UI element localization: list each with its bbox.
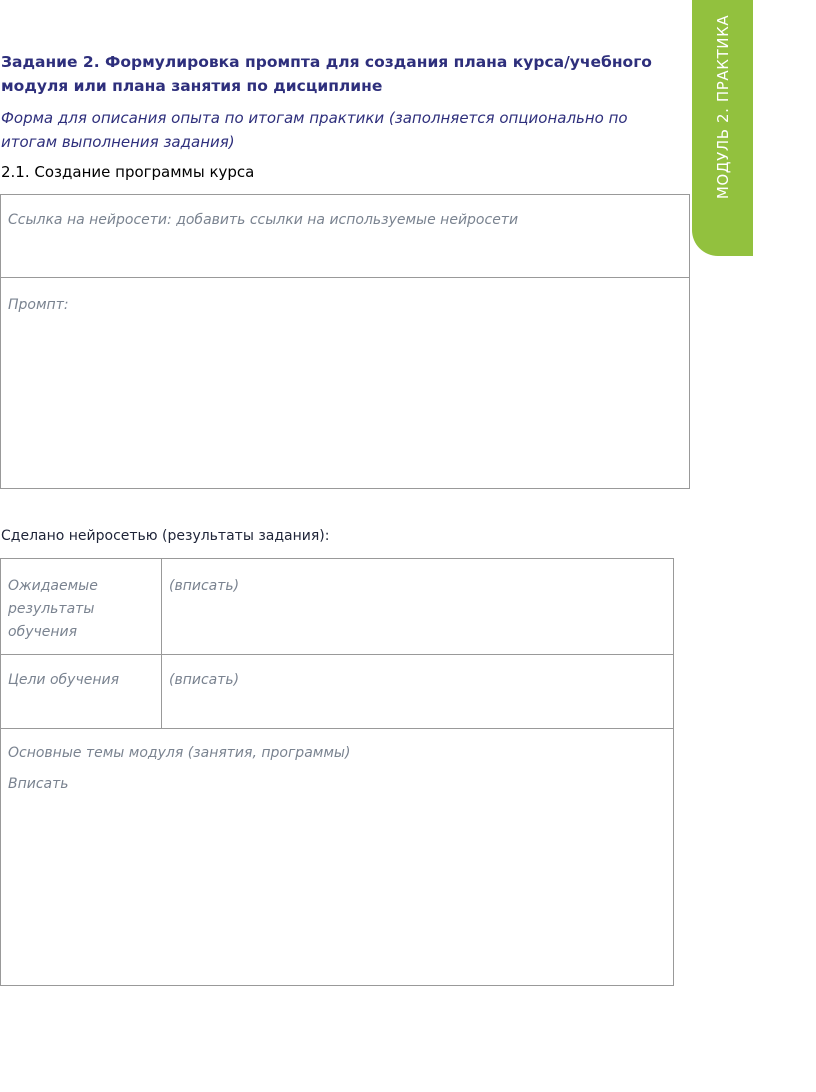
learning-goals-value: (вписать) bbox=[169, 672, 240, 688]
learning-goals-label-cell bbox=[1, 655, 162, 728]
module-topics-heading: Основные темы модуля (занятия, программы) bbox=[8, 745, 351, 761]
expected-outcomes-field[interactable] bbox=[162, 559, 673, 654]
module-side-tab bbox=[692, 0, 753, 256]
results-label: Сделано нейросетью (результаты задания): bbox=[1, 528, 330, 544]
table-row bbox=[1, 655, 673, 729]
ai-links-field[interactable] bbox=[1, 195, 689, 278]
learning-goals-field[interactable] bbox=[162, 655, 673, 728]
task-title: Задание 2. Формулировка промпта для создания плана курса/учебного модуля или плана занятия по дисциплине bbox=[1, 53, 652, 95]
module-side-tab-label: МОДУЛЬ 2. ПРАКТИКА bbox=[713, 14, 732, 200]
expected-outcomes-label: Ожидаемые результаты обучения bbox=[8, 578, 98, 640]
prompt-hint: Промпт: bbox=[8, 297, 69, 313]
expected-outcomes-label-cell bbox=[1, 559, 162, 654]
results-table bbox=[0, 558, 674, 986]
form-description: Форма для описания опыта по итогам практики (заполняется опционально по итогам выполнения задания) bbox=[1, 109, 628, 151]
module-topics-value: Вписать bbox=[8, 776, 69, 792]
prompt-form-table bbox=[0, 194, 690, 489]
expected-outcomes-value: (вписать) bbox=[169, 578, 240, 594]
prompt-field[interactable] bbox=[1, 278, 689, 488]
learning-goals-label: Цели обучения bbox=[8, 672, 120, 688]
section-heading: 2.1. Создание программы курса bbox=[1, 163, 255, 181]
table-row bbox=[1, 559, 673, 655]
module-topics-field[interactable] bbox=[1, 729, 673, 985]
ai-links-hint: Ссылка на нейросети: добавить ссылки на используемые нейросети bbox=[8, 212, 519, 228]
